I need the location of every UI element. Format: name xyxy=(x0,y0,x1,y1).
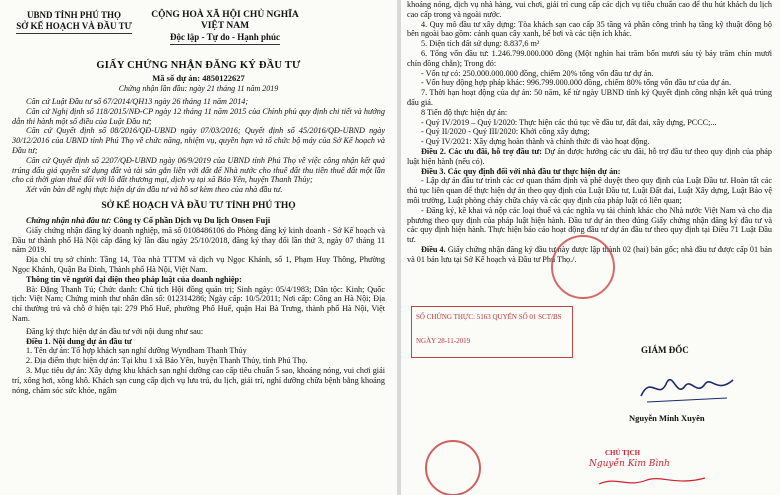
issuing-agency xyxy=(14,10,134,34)
rep-details: Bà: Đặng Thanh Tú; Chức danh: Chủ tịch Hội đồng quản trị; Sinh ngày: 05/4/1983; Dân tộc: Kinh; Quốc tịch: Việt Nam; Chứng minh thư nhân dân số: 012314286; Ngày cấp: 10/5/2011; Nơi cấp: Công an Hà Nội; Địa chỉ thường trú và chỗ ở hiện tại: 279 Phố Huế, phường Phố Huế, quận Hai Bà Trưng, thành phố Hà Nội, Việt Nam. xyxy=(12,284,385,323)
certificate-page-2 xyxy=(401,0,780,495)
chair-name: Nguyễn Kim Bình xyxy=(589,459,670,469)
chair-title: CHỦ TỊCH xyxy=(605,449,641,457)
legal-basis-2: Căn cứ Nghị định số 118/2015/NĐ-CP ngày 12 tháng 11 năm 2015 của Chính phủ quy định chi tiết và hướng dẫn thi hành một số điều của Luật Đầu tư; xyxy=(12,106,385,126)
objective-continued: khoáng nóng, dịch vụ nhà hàng, vui chơi, giải trí cung cấp các dịch vụ tiêu chuẩn cao để thu hút khách du lịch cao cấp trong và ngoài nước. xyxy=(407,0,772,19)
project-location: 2. Địa điểm thực hiện dự án: Tại khu 1 xã Bảo Yên, huyện Thanh Thủy, tỉnh Phú Thọ. xyxy=(26,356,308,366)
issue-date: Chứng nhận lần đầu: ngày 21 tháng 11 năm 2019 xyxy=(118,84,279,93)
capital-own: - Vốn tự có: 250.000.000.000 đồng, chiếm 20% tổng vốn đầu tư dự án. xyxy=(421,68,654,78)
agency-line2: SỞ KẾ HOẠCH VÀ ĐẦU TƯ xyxy=(16,21,132,34)
article4-heading: Điều 4. xyxy=(421,244,446,254)
article3-item-1: - Lập dự án đầu tư trình các cơ quan thẩm định và phê duyệt theo quy định của Luật Đầu tư. Hoàn tất các thủ tục liên quan để thực hiện dự án theo quy định của Luật Đầu tư, Luật Đất đai, Luật Xây dựng, Luật Bảo vệ môi trường, Luật phòng cháy chữa cháy và các quy định của pháp luật có liên quan; xyxy=(407,176,772,205)
project-code: Mã số dự án: 4850122627 xyxy=(152,73,245,83)
article3-item-2: - Đăng ký, kê khai và nộp các loại thuế và các nghĩa vụ tài chính khác cho Nhà nước Việt Nam và cho địa phương theo quy định của pháp luật hiện hành. Đầu tư dự án theo đúng Giấy chứng nhận đăng ký đầu tư và các quy định hiện hành. Thực hiện báo cáo hoạt động đầu tư dự án đầu tư theo quy định tại Điều 71 Luật Đầu tư. xyxy=(407,205,772,245)
certifies-label: Chứng nhận nhà đầu tư: xyxy=(26,215,112,225)
official-seal xyxy=(551,235,615,299)
registration-number: SỐ CHỨNG THỰC: 5163 QUYỂN SỐ 01 SCT/BS xyxy=(416,313,562,321)
article4-text: Giấy chứng nhận đăng ký đầu tư này được lập thành 02 (hai) bản gốc; nhà đầu tư được cấp 01 bản và 01 bản lưu tại Sở Kế hoạch và Đầu tư Phú Thọ./. xyxy=(407,244,773,264)
schedule-heading: 8 Tiến độ thực hiện dự án: xyxy=(421,107,508,117)
director-title: GIÁM ĐỐC xyxy=(641,345,689,355)
legal-basis-5: Xét văn bản đề nghị thực hiện dự án đầu tư và hồ sơ kèm theo của nhà đầu tư. xyxy=(26,185,283,195)
total-capital: 6. Tổng vốn đầu tư: 1.246.799.000.000 đồng (Một nghìn hai trăm bốn mươi sáu tỷ bảy trăm chín mươi chín đồng chẵn); Trong đó: xyxy=(407,48,772,68)
project-name: 1. Tên dự án: Tổ hợp khách sạn nghỉ dưỡng Wyndham Thanh Thủy xyxy=(26,346,247,356)
article3-heading: Điều 3. Các quy định đối với nhà đầu tư thực hiện dự án: xyxy=(421,166,621,176)
nation-line1: CỘNG HOÀ XÃ HỘI CHỦ NGHĨA VIỆT NAM xyxy=(151,10,299,31)
article2-heading: Điều 2. Các ưu đãi, hỗ trợ đầu tư: xyxy=(421,146,543,156)
chair-signature xyxy=(597,474,707,490)
director-signature xyxy=(637,368,737,408)
schedule-phase-1: - Quý IV/2019 – Quý I/2020: Thực hiện các thủ tục về đầu tư, đất đai, xây dựng, PCCC;... xyxy=(421,117,717,127)
org-heading: SỞ KẾ HOẠCH VÀ ĐẦU TƯ TỈNH PHÚ THỌ xyxy=(101,200,296,211)
investor-registration: Giấy chứng nhận đăng ký doanh nghiệp, mã số 0108486106 do Phòng đăng ký kinh doanh - Sở Kế hoạch và Đầu tư thành phố Hà Nội cấp đăng ký lần đầu ngày 25/10/2018, đăng ký thay đổi lần thứ 3, ngày 07 tháng 11 năm 2019. xyxy=(12,225,385,255)
investor-name: Công ty Cổ phần Dịch vụ Du lịch Onsen Fuji xyxy=(113,215,271,225)
legal-basis-3: Căn cứ Quyết định số 08/2016/QĐ-UBND ngày 07/03/2016; Quyết định số 45/2016/QĐ-UBND ngày 30/12/2016 của UBND tỉnh Phú Thọ về chức năng, nhiệm vụ, quyền hạn và tổ chức bộ máy của Sở Kế hoạch và Đầu tư; xyxy=(12,126,385,155)
signer-name: Nguyễn Minh Xuyên xyxy=(629,413,705,423)
national-motto xyxy=(140,10,310,45)
investor-line xyxy=(12,216,385,226)
agency-line1: UBND TỈNH PHÚ THỌ xyxy=(27,10,121,20)
project-objective: 3. Mục tiêu dự án: Xây dựng khu khách sạn nghỉ dưỡng cao cấp tiêu chuẩn 5 sao, khoáng nóng, vui chơi giải trí, xông hơi, xông khô. Khách sạn cung cấp dịch vụ lưu trú, du lịch, giải trí, nghỉ dưỡng chữa bệnh bằng khoáng nóng, chăm sóc sức khỏe, ngâm xyxy=(12,365,385,395)
article1-heading: Điều 1. Nội dung dự án đầu tư xyxy=(26,336,132,346)
operation-term: 7. Thời hạn hoạt động của dự án: 50 năm, kể từ ngày UBND tỉnh ký Quyết định công nhận kết quả trúng đấu giá. xyxy=(407,88,772,107)
document-header xyxy=(12,6,385,42)
legal-basis-1: Căn cứ Luật Đầu tư số 67/2014/QH13 ngày 26 tháng 11 năm 2014; xyxy=(26,97,249,106)
legal-basis-4: Căn cứ Quyết định số 2207/QĐ-UBND ngày 06/9/2019 của UBND tỉnh Phú Thọ về việc công nhận kết quả trúng đấu giá quyền sử dụng đất và tài sản gắn liền với đất để Nhà nước cho thuê đất thu tiền thuê đất một lần cho cả thời gian thuê đối với lô đất thương mại, dịch vụ tại xã Bảo Yên, huyện Thanh Thủy; xyxy=(12,155,385,185)
notary-registration-stamp xyxy=(411,306,573,358)
investor-address: Địa chỉ trụ sở chính: Tầng 14, Tòa nhà TTTM và dịch vụ Ngọc Khánh, số 1, Phạm Huy Thông, Phường Ngọc Khánh, Quận Ba Đình, Thành phố Hà Nội, Việt Nam. xyxy=(12,255,385,274)
rep-heading: Thông tin về người đại diện theo pháp luật của doanh nghiệp: xyxy=(26,274,242,284)
schedule-phase-2: - Quý II/2020 - Quý III/2020: Khởi công xây dựng; xyxy=(421,127,590,137)
document-title: GIẤY CHỨNG NHẬN ĐĂNG KÝ ĐẦU TƯ xyxy=(96,60,301,71)
capital-mobilized: - Vốn huy động hợp pháp khác: 996.799.000.000 đồng, chiếm 80% tổng vốn đầu tư của dự án. xyxy=(421,78,732,88)
register-intro: Đăng ký thực hiện dự án đầu tư với nội dung như sau: xyxy=(26,326,204,336)
nation-line2: Độc lập - Tự do - Hạnh phúc xyxy=(170,32,280,45)
notary-seal xyxy=(425,440,481,495)
article2-text: Dự án được hưởng các ưu đãi, hỗ trợ đầu tư theo quy định của pháp luật hiện hành (nếu có). xyxy=(407,146,773,166)
article2 xyxy=(407,147,772,167)
schedule-phase-3: - Quý IV/2021: Xây dựng hoàn thành và chính thức đi vào hoạt động. xyxy=(421,137,650,147)
construction-scale: 4. Quy mô đầu tư xây dựng: Tòa khách sạn cao cấp 35 tầng và phần công trình hạ tầng kỹ thuật đồng bộ bên ngoài bao gồm: cảnh quan cây xanh, bể bơi và các tiện ích khác. xyxy=(407,19,772,39)
land-area: 5. Diện tích đất sử dụng: 8.837,6 m² xyxy=(421,39,540,49)
registration-date: NGÀY 28-11-2019 xyxy=(416,337,471,345)
